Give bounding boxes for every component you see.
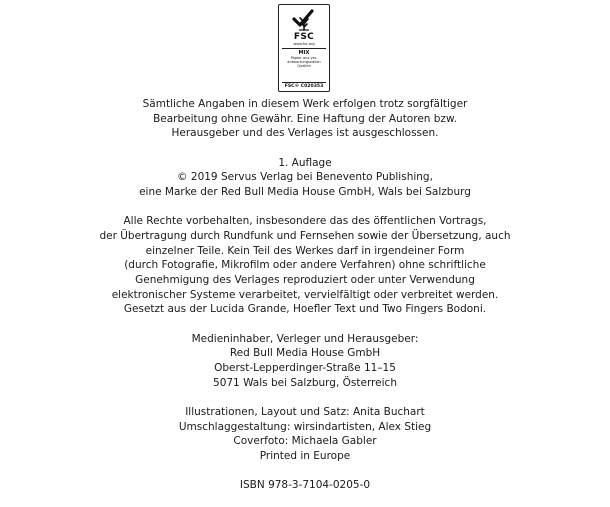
rights-line: einzelner Teile. Kein Teil des Werkes darf in irgendeiner Form: [145, 244, 465, 257]
disclaimer-line: Sämtliche Angaben in diesem Werk erfolgen trotz sorgfältiger: [142, 98, 468, 110]
rights-line: Genehmigung des Verlages reproduziert oder unter Verwendung: [135, 274, 475, 287]
owner-heading: Medieninhaber, Verleger und Herausgeber:: [191, 332, 419, 345]
copyright-line: © 2019 Servus Verlag bei Benevento Publishing,: [177, 171, 433, 184]
fsc-description-line: Papier aus ver-: [290, 56, 318, 60]
disclaimer-line: Bearbeitung ohne Gewähr. Eine Haftung der Autoren bzw.: [153, 112, 457, 125]
credit-cover-design: Umschlaggestaltung: wirsindartisten, Alex Stieg: [178, 420, 432, 433]
fsc-divider: [282, 48, 326, 49]
rights-line: Alle Rechte vorbehalten, insbesondere das des öffentlichen Vortrags,: [123, 215, 487, 228]
disclaimer-block: [0, 97, 610, 141]
edition-block: [0, 156, 610, 200]
owner-name: Red Bull Media House GmbH: [229, 347, 381, 360]
isbn: ISBN 978-3-7104-0205-0: [239, 479, 371, 492]
rights-line: (durch Fotografie, Mikrofilm oder andere Verfahren) ohne schriftliche: [124, 259, 486, 272]
credit-illustrations: Illustrationen, Layout und Satz: Anita Buchart: [185, 405, 425, 418]
publisher-line: eine Marke der Red Bull Media House GmbH, Wals bei Salzburg: [139, 186, 471, 199]
owner-block: [0, 332, 610, 391]
fsc-mix-label: MIX: [298, 50, 310, 56]
fsc-description-line: antwortungsvollen: [287, 60, 321, 64]
edition-line: 1. Auflage: [278, 156, 332, 169]
owner-street: Oberst-Lepperdinger-Straße 11–15: [214, 362, 396, 375]
owner-city: 5071 Wals bei Salzburg, Österreich: [213, 376, 397, 389]
fsc-code-divider: [282, 82, 326, 83]
isbn-block: [0, 478, 610, 493]
fsc-logo: [278, 4, 330, 92]
fsc-license-code: FSC® C020353: [284, 84, 324, 89]
typeface-line: Gesetzt aus der Lucida Grande, Hoefler Text und Two Fingers Bodoni.: [123, 303, 487, 316]
disclaimer-line: Herausgeber und des Verlages ist ausgeschlossen.: [171, 127, 439, 140]
rights-block: [0, 214, 610, 317]
fsc-tree-check-icon: [290, 8, 318, 32]
fsc-url: www.fsc.org: [293, 42, 315, 46]
printed-in: Printed in Europe: [259, 450, 351, 463]
fsc-brand: FSC: [293, 32, 315, 42]
credit-cover-photo: Coverfoto: Michaela Gabler: [233, 435, 377, 448]
rights-line: elektronischer Systeme verarbeitet, vervielfältigt oder verbreitet werden.: [111, 288, 499, 301]
credits-block: [0, 405, 610, 464]
rights-line: der Übertragung durch Rundfunk und Fernsehen sowie der Übersetzung, auch: [99, 229, 511, 242]
imprint-text: [0, 97, 610, 507]
fsc-description-line: Quellen: [297, 64, 311, 68]
